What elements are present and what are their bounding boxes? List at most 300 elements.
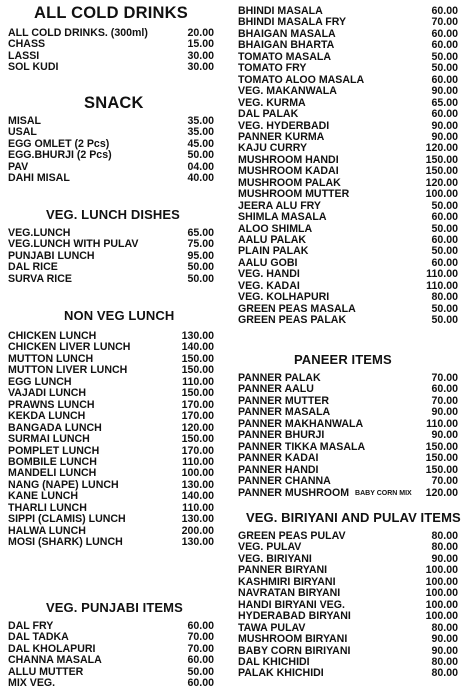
- item-name-text: JEERA ALU FRY: [238, 199, 321, 212]
- item-name: [238, 304, 356, 315]
- item-name-text: PANNER BIRYANI: [238, 564, 328, 577]
- item-name: [238, 623, 305, 634]
- item-price: 40.00: [187, 172, 214, 185]
- item-name-text: MISAL: [8, 115, 41, 127]
- item-name: [238, 476, 331, 487]
- menu-item: [8, 400, 214, 411]
- item-name: [8, 644, 96, 655]
- menu-item: [8, 239, 214, 250]
- item-price: 80.00: [431, 621, 458, 634]
- item-name-text: PANNER MAKHANWALA: [238, 417, 364, 430]
- menu-item: [8, 62, 214, 73]
- menu-item: [8, 262, 214, 273]
- menu-item: [238, 634, 458, 645]
- menu-item: [238, 109, 458, 120]
- item-price: 50.00: [431, 199, 458, 212]
- item-name: [238, 531, 346, 542]
- section-heading: PANEER ITEMS: [294, 352, 392, 367]
- item-name: [238, 646, 350, 657]
- item-name-text: VEG. MAKANWALA: [238, 85, 337, 98]
- item-price: 50.00: [187, 149, 214, 162]
- item-name: [8, 274, 72, 285]
- menu-item: [238, 577, 458, 588]
- item-price: 60.00: [431, 108, 458, 121]
- item-price: 170.00: [181, 444, 214, 457]
- item-price: 110.00: [182, 455, 214, 468]
- item-name-text: MUSHROOM HANDI: [238, 153, 339, 166]
- menu-item: [8, 480, 214, 491]
- item-price: 170.00: [181, 410, 214, 423]
- item-name: [238, 668, 324, 679]
- item-name-text: PALAK KHICHIDI: [238, 667, 324, 680]
- item-name-text: GREEN PEAS PULAV: [238, 530, 346, 542]
- item-name-text: DAL FRY: [8, 620, 54, 632]
- item-price: 90.00: [431, 644, 458, 657]
- menu-item: [238, 668, 458, 679]
- menu-item: [238, 269, 458, 280]
- item-name-text: MOSI (SHARK) LUNCH: [8, 536, 123, 549]
- item-price: 50.00: [431, 314, 458, 327]
- item-name-text: MUTTON LUNCH: [8, 352, 94, 365]
- item-price: 200.00: [181, 524, 214, 537]
- item-name-text: VEG.LUNCH: [8, 227, 71, 239]
- item-name: [8, 162, 28, 173]
- menu-item: [8, 377, 214, 388]
- menu-item: [238, 17, 458, 28]
- menu-item: [238, 224, 458, 235]
- item-name-text: CHASS: [8, 38, 46, 51]
- item-name-text: BHINDI MASALA FRY: [238, 16, 347, 29]
- item-price: 150.00: [425, 440, 458, 453]
- menu-item: [8, 468, 214, 479]
- item-price: 70.00: [431, 475, 458, 488]
- menu-item: [238, 121, 458, 132]
- item-price: 90.00: [431, 633, 458, 646]
- item-name-text: SURMAI LUNCH: [8, 433, 90, 446]
- item-name-text: BHINDI MASALA: [238, 5, 323, 17]
- item-name-text: THARLI LUNCH: [8, 501, 87, 514]
- menu-item: [238, 258, 458, 269]
- menu-item: [238, 476, 458, 487]
- item-price: 50.00: [187, 261, 214, 274]
- item-name-text: GREEN PEAS PALAK: [238, 314, 347, 327]
- menu-item: [238, 554, 458, 565]
- item-name-text: CHANNA MASALA: [8, 654, 102, 667]
- item-name-text: KANE LUNCH: [8, 490, 79, 503]
- item-name-text: HANDI BIRYANI VEG.: [238, 598, 345, 611]
- item-name: [8, 342, 130, 353]
- item-name-text: DAL RICE: [8, 261, 58, 274]
- item-name-text: PANNER MUSHROOM: [238, 486, 350, 499]
- item-price: 60.00: [431, 73, 458, 86]
- item-name: [238, 281, 300, 292]
- item-price: 75.00: [187, 238, 214, 251]
- item-price: 45.00: [187, 137, 214, 150]
- menu-item: [8, 365, 214, 376]
- menu-item: [238, 86, 458, 97]
- item-name: [238, 212, 326, 223]
- item-price: 150.00: [425, 165, 458, 178]
- item-price: 50.00: [431, 222, 458, 235]
- item-price: 20.00: [187, 27, 214, 39]
- item-price: 30.00: [187, 49, 214, 62]
- item-price: 65.00: [187, 227, 214, 239]
- item-name-text: MUTTON LIVER LUNCH: [8, 364, 128, 377]
- item-price: 50.00: [431, 245, 458, 258]
- item-name: [8, 388, 86, 399]
- item-name-text: BABY CORN BIRIYANI: [238, 644, 351, 657]
- item-price: 120.00: [425, 176, 458, 189]
- item-name-text: DAL TADKA: [8, 631, 69, 644]
- item-price: 80.00: [431, 655, 458, 668]
- menu-item: [238, 63, 458, 74]
- item-name: [8, 423, 102, 434]
- item-price: 110.00: [426, 268, 458, 281]
- item-price: 100.00: [425, 598, 458, 611]
- menu-item: [8, 173, 214, 184]
- item-price: 60.00: [431, 211, 458, 224]
- item-name-text: VEG. PULAV: [238, 541, 302, 554]
- menu-item: [8, 655, 214, 666]
- item-price: 80.00: [431, 291, 458, 304]
- item-price: 100.00: [425, 610, 458, 623]
- item-name: [8, 468, 96, 479]
- menu-item: [8, 434, 214, 445]
- item-name-text: EGG.BHURJI (2 Pcs): [8, 149, 112, 162]
- item-name-text: BOMBILE LUNCH: [8, 455, 97, 468]
- menu-item: [8, 388, 214, 399]
- item-name: [238, 166, 339, 177]
- item-name: [8, 526, 86, 537]
- item-name: [238, 235, 306, 246]
- item-name: [238, 246, 308, 257]
- item-name-text: DAL KHOLAPURI: [8, 642, 96, 655]
- item-price: 90.00: [431, 119, 458, 132]
- item-name-text: PANNER KURMA: [238, 130, 325, 143]
- item-price: 60.00: [187, 620, 214, 632]
- item-name: [8, 139, 109, 150]
- item-name: [238, 453, 318, 464]
- item-name-text: PANNER MASALA: [238, 406, 331, 419]
- item-price: 100.00: [425, 188, 458, 201]
- menu-item: [238, 453, 458, 464]
- item-price: 60.00: [431, 256, 458, 269]
- item-name: [238, 407, 330, 418]
- item-name-text: PANNER AALU: [238, 383, 314, 396]
- menu-item: [238, 6, 458, 17]
- item-name: [238, 419, 363, 430]
- menu-item: [238, 40, 458, 51]
- menu-item: [8, 162, 214, 173]
- item-price: 150.00: [425, 452, 458, 465]
- menu-item: [238, 531, 458, 542]
- menu-item: [238, 611, 458, 622]
- item-price: 110.00: [182, 501, 214, 514]
- item-name: [8, 354, 93, 365]
- menu-item: [8, 526, 214, 537]
- item-name: [8, 537, 123, 548]
- item-price: 95.00: [187, 249, 214, 262]
- item-name-text: HALWA LUNCH: [8, 524, 86, 537]
- item-name: [238, 542, 301, 553]
- item-name-text: VEG. HYDERBADI: [238, 119, 330, 132]
- menu-item: [8, 632, 214, 643]
- item-name: [8, 127, 37, 138]
- item-name-text: USAL: [8, 126, 37, 139]
- item-name: [238, 373, 321, 384]
- item-name: [238, 634, 347, 645]
- item-name-text: VAJADI LUNCH: [8, 387, 87, 400]
- item-name: [238, 315, 346, 326]
- item-name: [238, 17, 346, 28]
- menu-item: [238, 155, 458, 166]
- item-price: 80.00: [431, 541, 458, 554]
- menu-item: [8, 127, 214, 138]
- item-name: [238, 109, 298, 120]
- item-price: 70.00: [431, 16, 458, 29]
- item-name: [238, 98, 306, 109]
- item-price: 130.00: [181, 513, 214, 526]
- menu-item: [8, 678, 214, 689]
- menu-item: [238, 600, 458, 611]
- menu-item: [238, 292, 458, 303]
- item-name: [8, 457, 97, 468]
- item-name-text: MUSHROOM MUTTER: [238, 188, 350, 201]
- item-price: 130.00: [181, 330, 214, 342]
- section-heading: VEG. LUNCH DISHES: [46, 207, 180, 222]
- item-name: [238, 52, 331, 63]
- item-name-text: TOMATO FRY: [238, 62, 307, 75]
- item-price: 110.00: [426, 279, 458, 292]
- item-name: [8, 411, 85, 422]
- item-name-text: SIPPI (CLAMIS) LUNCH: [8, 513, 126, 526]
- menu-item: [238, 465, 458, 476]
- menu-item: [8, 503, 214, 514]
- item-name: [8, 331, 96, 342]
- item-name: [238, 6, 323, 17]
- item-price: 80.00: [431, 667, 458, 680]
- menu-item: [8, 537, 214, 548]
- item-name-text: MUSHROOM PALAK: [238, 176, 341, 189]
- item-name: [8, 434, 90, 445]
- item-name: [238, 588, 340, 599]
- item-name-text: ALLU MUTTER: [8, 665, 84, 678]
- menu-item: [8, 51, 214, 62]
- item-name: [238, 384, 314, 395]
- item-name-text: NANG (NAPE) LUNCH: [8, 478, 119, 491]
- item-price: 120.00: [425, 486, 458, 499]
- item-name: [238, 224, 312, 235]
- menu-item: [8, 274, 214, 285]
- item-name-text: PUNJABI LUNCH: [8, 249, 95, 262]
- item-name-text: POMPLET LUNCH: [8, 444, 100, 457]
- item-name: [238, 488, 412, 500]
- item-price: 90.00: [431, 130, 458, 143]
- menu-item: [238, 166, 458, 177]
- item-name-text: PLAIN PALAK: [238, 245, 309, 258]
- item-name-text: VEG.LUNCH WITH PULAV: [8, 238, 139, 251]
- item-name-text: SURVA RICE: [8, 272, 72, 285]
- item-name: [8, 667, 83, 678]
- item-name-text: VEG. KURMA: [238, 96, 306, 109]
- menu-item: [8, 28, 214, 39]
- item-name-text: GREEN PEAS MASALA: [238, 302, 356, 315]
- item-name-text: PANNER KADAI: [238, 452, 319, 465]
- item-name: [238, 565, 327, 576]
- item-price: 110.00: [426, 417, 458, 430]
- item-price: 60.00: [187, 654, 214, 667]
- item-name-text: MIX VEG.: [8, 677, 56, 690]
- item-name-text: BANGADA LUNCH: [8, 421, 102, 434]
- item-price: 90.00: [431, 85, 458, 98]
- item-price: 90.00: [431, 429, 458, 442]
- menu-item: [8, 411, 214, 422]
- section-heading: SNACK: [84, 94, 144, 112]
- menu-item: [238, 281, 458, 292]
- item-name-text: PRAWNS LUNCH: [8, 398, 95, 411]
- item-name: [238, 442, 365, 453]
- item-name: [8, 632, 69, 643]
- menu-item: [238, 396, 458, 407]
- menu-item: [238, 235, 458, 246]
- item-price: 100.00: [181, 467, 214, 480]
- item-name: [238, 611, 351, 622]
- menu-item: [8, 139, 214, 150]
- item-price: 120.00: [425, 142, 458, 155]
- item-name-text: ALL COLD DRINKS. (300ml): [8, 27, 148, 39]
- item-name-text: LASSI: [8, 49, 40, 62]
- item-name: [8, 173, 70, 184]
- item-price: 50.00: [187, 272, 214, 285]
- item-name-text: TOMATO MASALA: [238, 50, 331, 63]
- item-name: [238, 29, 336, 40]
- menu-item: [238, 419, 458, 430]
- menu-item: [238, 132, 458, 143]
- item-price: 170.00: [181, 398, 214, 411]
- item-name: [8, 446, 99, 457]
- item-price: 70.00: [187, 631, 214, 644]
- item-name-text: BHAIGAN MASALA: [238, 27, 336, 40]
- menu-item: [8, 228, 214, 239]
- menu-item: [238, 588, 458, 599]
- item-name-text: VEG. HANDI: [238, 268, 300, 281]
- item-name-text: AALU PALAK: [238, 234, 307, 246]
- item-name: [8, 491, 78, 502]
- item-name-text: HYDERABAD BIRYANI: [238, 610, 351, 623]
- menu-item: [238, 98, 458, 109]
- item-name-text: SHIMLA MASALA: [238, 211, 327, 224]
- item-name-text: PANNER CHANNA: [238, 475, 331, 488]
- item-price: 120.00: [181, 421, 214, 434]
- menu-item: [238, 189, 458, 200]
- item-name: [238, 63, 306, 74]
- item-name: [8, 621, 53, 632]
- menu-item: [8, 342, 214, 353]
- item-name-text: PANNER HANDI: [238, 463, 319, 476]
- item-name-text: AALU GOBI: [238, 256, 298, 269]
- item-price: 50.00: [431, 302, 458, 315]
- item-price: 100.00: [425, 575, 458, 588]
- menu-item: [8, 331, 214, 342]
- item-name-text: PANNER BHURJI: [238, 429, 325, 442]
- item-name: [8, 400, 95, 411]
- menu-item: [238, 646, 458, 657]
- menu-item: [238, 442, 458, 453]
- item-price: 90.00: [431, 406, 458, 419]
- item-name-text: MUSHROOM KADAI: [238, 165, 339, 178]
- item-price: 150.00: [181, 387, 214, 400]
- item-price: 65.00: [431, 96, 458, 109]
- item-name: [238, 189, 349, 200]
- item-name-text: KASHMIRI BIRYANI: [238, 575, 336, 588]
- section-heading: VEG. PUNJABI ITEMS: [46, 600, 183, 615]
- item-name: [238, 430, 324, 441]
- item-name-text: MUSHROOM BIRYANI: [238, 633, 348, 646]
- item-name: [8, 514, 126, 525]
- menu-item: [238, 178, 458, 189]
- item-price: 60.00: [431, 383, 458, 396]
- menu-item: [238, 623, 458, 634]
- section-heading: VEG. BIRIYANI AND PULAV ITEMS: [246, 510, 461, 525]
- item-price: 140.00: [181, 490, 214, 503]
- item-name: [238, 292, 329, 303]
- item-price: 50.00: [187, 665, 214, 678]
- menu-item: [238, 430, 458, 441]
- item-price: 150.00: [425, 463, 458, 476]
- menu-item: [8, 621, 214, 632]
- item-name: [238, 657, 310, 668]
- item-price: 50.00: [431, 62, 458, 75]
- item-price: 60.00: [187, 677, 214, 690]
- item-name-text: VEG. BIRIYANI: [238, 552, 312, 565]
- item-name: [238, 600, 345, 611]
- item-price: 35.00: [187, 115, 214, 127]
- item-name-text: DAHI MISAL: [8, 172, 70, 185]
- item-price: 70.00: [431, 394, 458, 407]
- item-price: 150.00: [181, 433, 214, 446]
- item-price: 60.00: [431, 39, 458, 52]
- item-price: 70.00: [187, 642, 214, 655]
- menu-item: [8, 667, 214, 678]
- item-name: [238, 121, 329, 132]
- menu-item: [8, 423, 214, 434]
- menu-item: [238, 373, 458, 384]
- item-name-text: EGG OMLET (2 Pcs): [8, 137, 110, 150]
- item-name-text: PAV: [8, 160, 29, 173]
- item-name: [238, 258, 297, 269]
- item-price: 100.00: [425, 587, 458, 600]
- item-name-text: PANNER PALAK: [238, 372, 321, 384]
- item-name-text: SOL KUDI: [8, 61, 59, 74]
- menu-item: [238, 75, 458, 86]
- item-name-text: VEG. KOLHAPURI: [238, 291, 330, 304]
- item-name-text: EGG LUNCH: [8, 375, 72, 388]
- item-price: 15.00: [187, 38, 214, 51]
- menu-item: [238, 246, 458, 257]
- item-price: 60.00: [431, 234, 458, 246]
- item-name: [238, 178, 341, 189]
- menu-item: [8, 514, 214, 525]
- item-name-text: KAJU CURRY: [238, 142, 308, 155]
- item-name: [8, 39, 45, 50]
- item-name: [238, 155, 339, 166]
- menu-item: [8, 39, 214, 50]
- item-name-text: NAVRATAN BIRYANI: [238, 587, 341, 600]
- item-price: 70.00: [431, 372, 458, 384]
- item-price: 150.00: [181, 364, 214, 377]
- section-heading: NON VEG LUNCH: [64, 308, 175, 323]
- item-name: [8, 503, 87, 514]
